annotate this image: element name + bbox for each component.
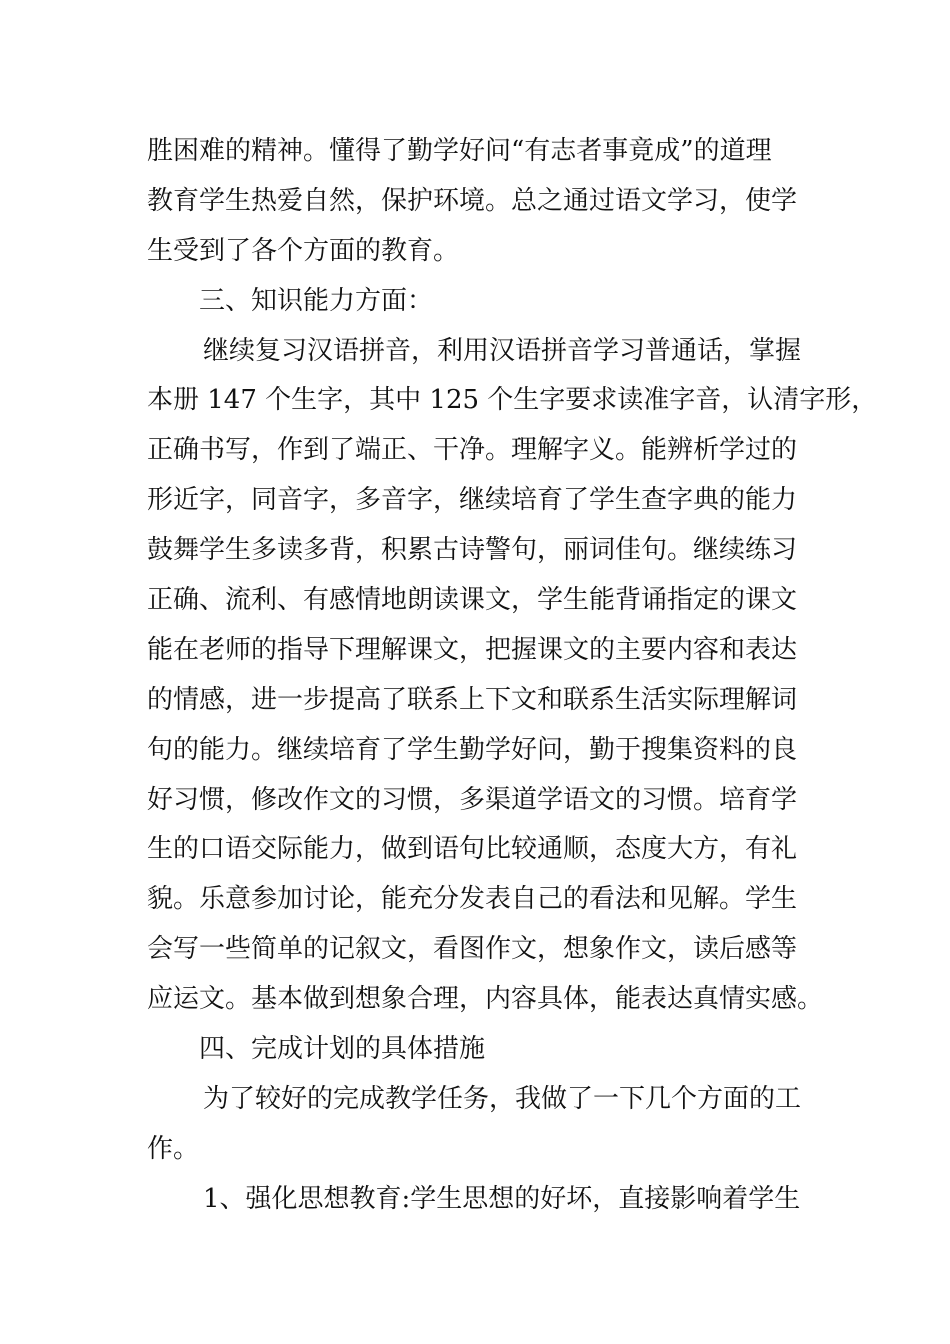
text-line: 作。 [147,1133,200,1164]
text-line: 能在老师的指导下理解课文，把握课文的主要内容和表达 [147,634,798,665]
text-line: 应运文。基本做到想象合理，内容具体，能表达真情实感。 [147,984,824,1015]
text-line: 会写一些简单的记叙文，看图作文，想象作文，读后感等 [147,934,798,965]
text-line: 鼓舞学生多读多背，积累古诗警句，丽词佳句。继续练习 [147,535,798,566]
text-line: 句的能力。继续培育了学生勤学好问，勤于搜集资料的良 [147,734,798,765]
text-line: 形近字，同音字，多音字，继续培育了学生查字典的能力 [147,485,798,516]
text-line: 教育学生热爱自然，保护环境。总之通过语文学习，使学 [147,185,798,216]
text-line: 本册 147 个生字，其中 125 个生字要求读准字音，认清字形， [147,385,878,416]
text-line: 貌。乐意参加讨论，能充分发表自己的看法和见解。学生 [147,884,798,915]
section-heading-measures: 四、完成计划的具体措施 [199,1034,486,1065]
text-line: 继续复习汉语拼音，利用汉语拼音学习普通话，掌握 [203,335,802,366]
text-line: 生受到了各个方面的教育。 [147,235,460,266]
text-line: 好习惯，修改作文的习惯，多渠道学语文的习惯。培育学 [147,784,798,815]
text-line: 正确书写，作到了端正、干净。理解字义。能辨析学过的 [147,435,798,466]
text-line: 胜困难的精神。懂得了勤学好问“有志者事竟成”的道理 [147,136,772,166]
text-line: 正确、流利、有感情地朗读课文，学生能背诵指定的课文 [147,585,798,616]
text-line: 的情感，进一步提高了联系上下文和联系生活实际理解词 [147,684,798,715]
text-line: 生的口语交际能力，做到语句比较通顺，态度大方，有礼 [147,834,798,865]
section-heading-knowledge: 三、知识能力方面： [199,285,434,316]
text-line: 为了较好的完成教学任务，我做了一下几个方面的工 [203,1083,802,1114]
text-line: 1、强化思想教育:学生思想的好坏，直接影响着学生 [203,1183,801,1214]
body-text [147,127,878,1225]
